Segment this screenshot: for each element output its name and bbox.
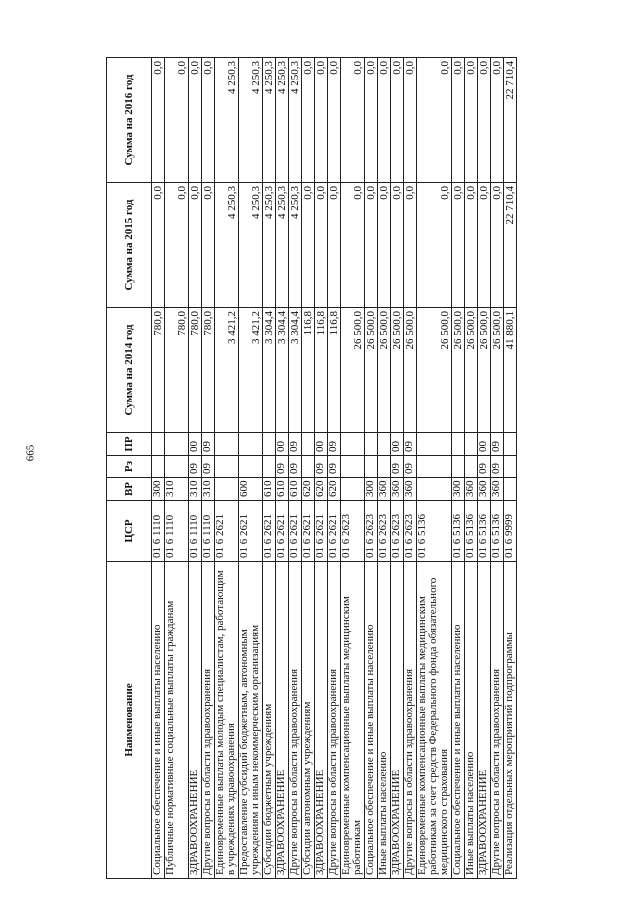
cell-name: Другие вопросы в области здравоохранения [491,562,504,879]
cell-pr [302,433,315,456]
cell-csr: 01 6 2623 [391,501,404,562]
cell-sum-2014: 780,0 [189,308,202,433]
cell-sum-2014: 3 304,4 [276,308,289,433]
cell-pr [239,433,263,456]
cell-vr: 360 [391,478,404,501]
cell-rz: 09 [202,456,215,478]
cell-sum-2016: 0,0 [391,58,404,183]
cell-name: Единовременные выплаты молодым специалистам, работающим в учреждениях здравоохранения [215,562,239,879]
cell-pr: 09 [404,433,417,456]
cell-rz [302,456,315,478]
cell-sum-2016: 4 250,3 [289,58,302,183]
table-row [165,58,189,879]
cell-sum-2014: 26 500,0 [478,308,491,433]
cell-csr: 01 6 2623 [365,501,378,562]
cell-pr: 09 [202,433,215,456]
table-row [315,58,328,879]
cell-sum-2015: 0,0 [302,183,315,308]
cell-csr: 01 6 5136 [465,501,478,562]
cell-csr: 01 6 1110 [202,501,215,562]
cell-sum-2016: 0,0 [478,58,491,183]
cell-vr: 360 [491,478,504,501]
cell-rz: 09 [491,456,504,478]
cell-vr: 360 [378,478,391,501]
cell-vr: 610 [289,478,302,501]
cell-csr: 01 6 2621 [289,501,302,562]
cell-name: Другие вопросы в области здравоохранения [328,562,341,879]
cell-sum-2014: 26 500,0 [417,308,452,433]
cell-sum-2016: 0,0 [378,58,391,183]
table-row [491,58,504,879]
cell-pr [504,433,517,456]
cell-sum-2016: 0,0 [452,58,465,183]
table-row [302,58,315,879]
cell-pr [341,433,365,456]
cell-sum-2015: 0,0 [491,183,504,308]
cell-sum-2014: 3 304,4 [289,308,302,433]
table-row [404,58,417,879]
cell-rz [365,456,378,478]
cell-sum-2016: 0,0 [302,58,315,183]
table-row [465,58,478,879]
cell-sum-2015: 0,0 [404,183,417,308]
cell-vr: 610 [263,478,276,501]
cell-vr: 310 [189,478,202,501]
cell-rz [263,456,276,478]
cell-name: Единовременные компенсационные выплаты медицинским работникам [341,562,365,879]
header-name: Наименование [107,562,152,879]
cell-vr [504,478,517,501]
header-sum-2014: Сумма на 2014 год [107,308,152,433]
cell-csr: 01 6 1110 [165,501,189,562]
cell-pr: 00 [189,433,202,456]
cell-rz: 09 [478,456,491,478]
cell-sum-2016: 0,0 [417,58,452,183]
cell-sum-2016: 0,0 [365,58,378,183]
cell-name: Иные выплаты населению [465,562,478,879]
cell-sum-2015: 4 250,3 [289,183,302,308]
cell-csr: 01 6 5136 [417,501,452,562]
cell-pr: 00 [391,433,404,456]
cell-pr [417,433,452,456]
cell-name: ЗДРАВООХРАНЕНИЕ [276,562,289,879]
cell-csr: 01 6 2621 [215,501,239,562]
cell-rz [239,456,263,478]
cell-name: Единовременные компенсационные выплаты медицинским работникам за счет средств Федерального фонда обязательного медицинского страхования [417,562,452,879]
cell-sum-2016: 0,0 [152,58,165,183]
header-rz: Рз [107,456,152,478]
cell-pr: 09 [328,433,341,456]
cell-name: ЗДРАВООХРАНЕНИЕ [315,562,328,879]
cell-rz [378,456,391,478]
cell-sum-2016: 0,0 [404,58,417,183]
cell-sum-2015: 0,0 [478,183,491,308]
cell-pr: 00 [315,433,328,456]
cell-sum-2014: 116,8 [302,308,315,433]
cell-vr: 310 [202,478,215,501]
cell-csr: 01 6 2621 [263,501,276,562]
page-number-area [0,0,60,905]
cell-sum-2014: 26 500,0 [465,308,478,433]
cell-name: ЗДРАВООХРАНЕНИЕ [478,562,491,879]
header-sum-2015: Сумма на 2015 год [107,183,152,308]
cell-name: ЗДРАВООХРАНЕНИЕ [189,562,202,879]
cell-sum-2014: 3 421,2 [239,308,263,433]
cell-sum-2016: 0,0 [465,58,478,183]
cell-csr: 01 6 5136 [491,501,504,562]
cell-sum-2015: 4 250,3 [276,183,289,308]
cell-sum-2014: 26 500,0 [365,308,378,433]
cell-vr [215,478,239,501]
cell-pr [465,433,478,456]
cell-rz [465,456,478,478]
cell-csr: 01 6 5136 [478,501,491,562]
cell-rz: 09 [189,456,202,478]
cell-rz: 09 [404,456,417,478]
cell-sum-2016: 0,0 [165,58,189,183]
cell-sum-2015: 4 250,3 [239,183,263,308]
cell-vr: 620 [328,478,341,501]
cell-sum-2014: 3 304,4 [263,308,276,433]
header-csr: ЦСР [107,501,152,562]
cell-sum-2015: 22 710,4 [504,183,517,308]
cell-csr: 01 6 1110 [189,501,202,562]
cell-sum-2014: 26 500,0 [341,308,365,433]
cell-pr [263,433,276,456]
cell-sum-2016: 0,0 [491,58,504,183]
cell-vr [417,478,452,501]
cell-pr [452,433,465,456]
cell-pr: 00 [276,433,289,456]
cell-sum-2014: 26 500,0 [391,308,404,433]
cell-rz: 09 [391,456,404,478]
cell-sum-2014: 41 880,1 [504,308,517,433]
cell-vr: 300 [452,478,465,501]
cell-sum-2016: 0,0 [315,58,328,183]
cell-name: Реализация отдельных мероприятий подпрограммы [504,562,517,879]
cell-name: Другие вопросы в области здравоохранения [202,562,215,879]
cell-rz [215,456,239,478]
cell-name: Субсидии автономным учреждениям [302,562,315,879]
cell-sum-2015: 0,0 [152,183,165,308]
cell-csr: 01 6 2621 [302,501,315,562]
cell-sum-2016: 4 250,3 [215,58,239,183]
cell-csr: 01 6 2621 [276,501,289,562]
cell-sum-2016: 4 250,3 [263,58,276,183]
cell-sum-2016: 22 710,4 [504,58,517,183]
cell-vr: 360 [478,478,491,501]
cell-pr [152,433,165,456]
cell-sum-2014: 780,0 [165,308,189,433]
cell-sum-2015: 4 250,3 [215,183,239,308]
cell-sum-2014: 26 500,0 [404,308,417,433]
table-body [152,58,517,879]
cell-rz [165,456,189,478]
cell-sum-2016: 0,0 [328,58,341,183]
table-header-row [107,58,152,879]
cell-sum-2015: 0,0 [341,183,365,308]
cell-sum-2015: 0,0 [328,183,341,308]
cell-name: Другие вопросы в области здравоохранения [404,562,417,879]
page-number: 665 [24,444,36,461]
cell-csr: 01 6 5136 [452,501,465,562]
cell-sum-2015: 0,0 [417,183,452,308]
cell-rz: 09 [276,456,289,478]
cell-rz [417,456,452,478]
table-row [378,58,391,879]
cell-sum-2014: 116,8 [328,308,341,433]
cell-pr [215,433,239,456]
cell-vr: 620 [315,478,328,501]
table-row [239,58,263,879]
cell-sum-2015: 0,0 [378,183,391,308]
cell-rz: 09 [315,456,328,478]
cell-sum-2016: 4 250,3 [239,58,263,183]
cell-rz: 09 [328,456,341,478]
table-row [478,58,491,879]
budget-table-container [106,58,547,879]
cell-sum-2015: 0,0 [391,183,404,308]
cell-name: Социальное обеспечение и иные выплаты населению [152,562,165,879]
cell-sum-2015: 0,0 [202,183,215,308]
table-row [263,58,276,879]
cell-name: Иные выплаты населению [378,562,391,879]
cell-name: Другие вопросы в области здравоохранения [289,562,302,879]
cell-csr: 01 6 9999 [504,501,517,562]
cell-rz: 09 [289,456,302,478]
cell-pr: 09 [289,433,302,456]
cell-sum-2015: 0,0 [452,183,465,308]
header-pr: ПР [107,433,152,456]
table-row [452,58,465,879]
cell-csr: 01 6 2623 [378,501,391,562]
cell-vr: 300 [365,478,378,501]
cell-vr: 360 [465,478,478,501]
cell-pr: 00 [478,433,491,456]
cell-sum-2014: 116,8 [315,308,328,433]
cell-sum-2015: 0,0 [365,183,378,308]
cell-rz [152,456,165,478]
table-row [341,58,365,879]
cell-pr: 09 [491,433,504,456]
cell-name: Публичные нормативные социальные выплаты гражданам [165,562,189,879]
cell-name: Социальное обеспечение и иные выплаты населению [365,562,378,879]
cell-vr: 360 [404,478,417,501]
table-row [328,58,341,879]
table-row [202,58,215,879]
table-row [189,58,202,879]
cell-sum-2014: 780,0 [202,308,215,433]
table-row [391,58,404,879]
cell-vr: 300 [152,478,165,501]
cell-vr [341,478,365,501]
cell-sum-2015: 0,0 [189,183,202,308]
cell-sum-2015: 4 250,3 [263,183,276,308]
cell-csr: 01 6 2621 [315,501,328,562]
cell-rz [341,456,365,478]
header-vr: ВР [107,478,152,501]
cell-sum-2014: 26 500,0 [378,308,391,433]
cell-sum-2015: 0,0 [165,183,189,308]
table-row [365,58,378,879]
cell-vr: 600 [239,478,263,501]
cell-name: Предоставление субсидий бюджетным, автономным учреждениям и иным некоммерческим организациям [239,562,263,879]
cell-vr: 620 [302,478,315,501]
cell-sum-2014: 3 421,2 [215,308,239,433]
cell-csr: 01 6 1110 [152,501,165,562]
table-row [215,58,239,879]
cell-vr: 310 [165,478,189,501]
table-row [504,58,517,879]
table-row [152,58,165,879]
cell-csr: 01 6 2621 [328,501,341,562]
table-row [417,58,452,879]
cell-csr: 01 6 2623 [341,501,365,562]
cell-csr: 01 6 2621 [239,501,263,562]
cell-pr [378,433,391,456]
table-row [276,58,289,879]
cell-sum-2016: 0,0 [341,58,365,183]
cell-sum-2014: 26 500,0 [491,308,504,433]
cell-sum-2016: 4 250,3 [276,58,289,183]
cell-name: ЗДРАВООХРАНЕНИЕ [391,562,404,879]
cell-rz [452,456,465,478]
table-row [289,58,302,879]
cell-sum-2016: 0,0 [189,58,202,183]
cell-sum-2015: 0,0 [315,183,328,308]
cell-vr: 610 [276,478,289,501]
cell-sum-2016: 0,0 [202,58,215,183]
cell-name: Субсидии бюджетным учреждениям [263,562,276,879]
cell-rz [504,456,517,478]
cell-csr: 01 6 2623 [404,501,417,562]
cell-pr [365,433,378,456]
cell-sum-2014: 26 500,0 [452,308,465,433]
cell-pr [165,433,189,456]
header-sum-2016: Сумма на 2016 год [107,58,152,183]
cell-sum-2015: 0,0 [465,183,478,308]
cell-name: Социальное обеспечение и иные выплаты населению [452,562,465,879]
budget-table [106,57,517,879]
cell-sum-2014: 780,0 [152,308,165,433]
